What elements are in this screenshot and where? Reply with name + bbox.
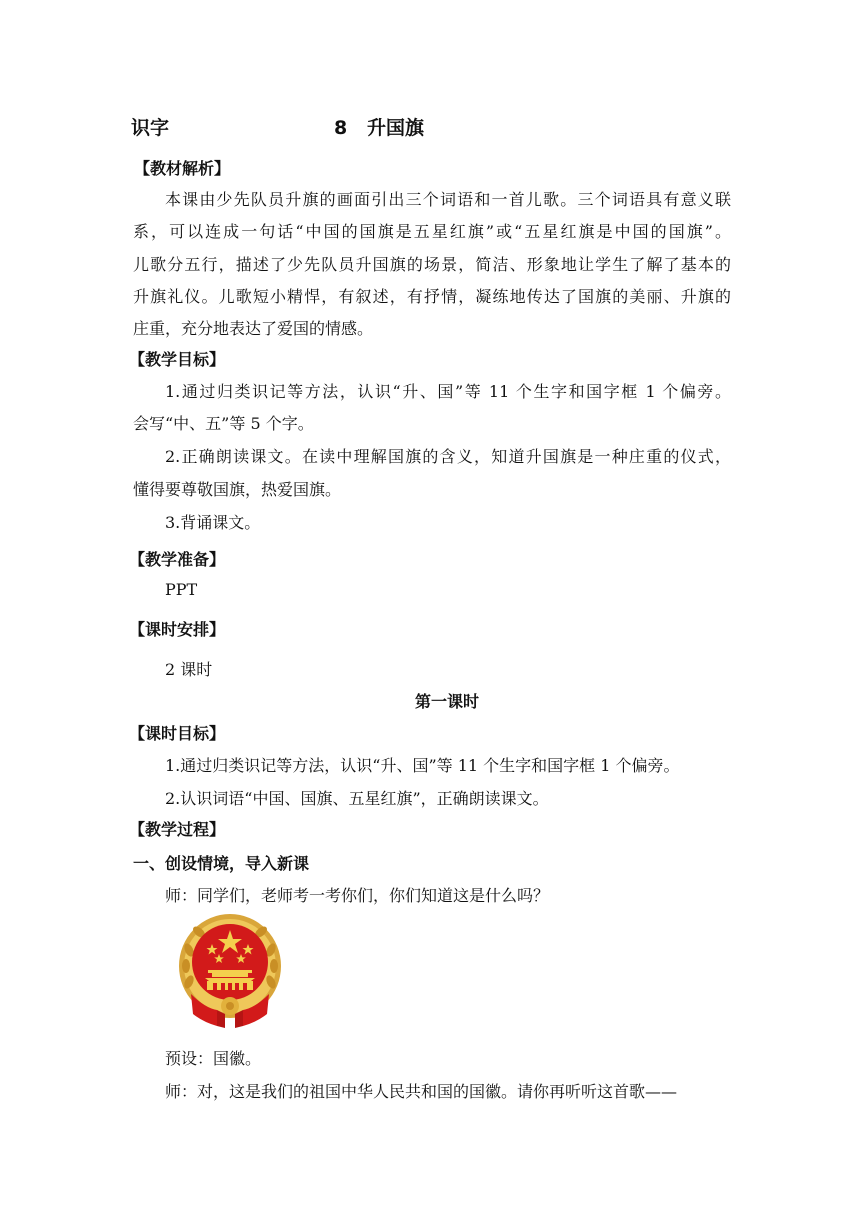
paragraph-line: 儿歌分五行，描述了少先队员升国旗的场景，简洁、形象地让学生了解了基本的 — [133, 255, 731, 274]
heading-teaching-process: 【教学过程】 — [129, 820, 226, 839]
lesson-number: 8 — [334, 117, 348, 139]
schedule-text: 2 课时 — [165, 660, 213, 679]
goal-line: 2.正确朗读课文。在读中理解国旗的含义，知道升国旗是一种庄重的仪式， — [165, 447, 731, 466]
national-emblem-image — [177, 910, 283, 1030]
lesson-title: 升国旗 — [367, 117, 425, 139]
goal-line: 会写“中、五”等 5 个字。 — [133, 414, 314, 433]
goal-line: 3.背诵课文。 — [165, 513, 261, 532]
goal-line: 懂得要尊敬国旗，热爱国旗。 — [133, 480, 342, 499]
paragraph-line: 系，可以连成一句话“中国的国旗是五星红旗”或“五星红旗是中国的国旗”。 — [133, 222, 731, 241]
step1-heading: 一、创设情境，导入新课 — [133, 854, 310, 873]
lesson1-title: 第一课时 — [414, 692, 479, 711]
lesson-goal-line: 2.认识词语“中国、国旗、五星红旗”，正确朗读课文。 — [165, 789, 549, 808]
heading-textbook-analysis: 【教材解析】 — [134, 159, 231, 178]
paragraph-line: 本课由少先队员升旗的画面引出三个词语和一首儿歌。三个词语具有意义联 — [165, 190, 731, 209]
dialogue-line: 师：同学们，老师考一考你们，你们知道这是什么吗？ — [165, 886, 550, 905]
heading-schedule: 【课时安排】 — [129, 620, 226, 639]
heading-teaching-prep: 【教学准备】 — [129, 550, 226, 569]
dialogue-line: 师：对，这是我们的祖国中华人民共和国的国徽。请你再听听这首歌—— — [165, 1082, 678, 1101]
paragraph-line: 升旗礼仪。儿歌短小精悍，有叙述，有抒情，凝练地传达了国旗的美丽、升旗的 — [133, 287, 731, 306]
prep-text: PPT — [165, 580, 198, 599]
lesson-goal-line: 1.通过归类识记等方法，认识“升、国”等 11 个生字和国字框 1 个偏旁。 — [165, 756, 680, 775]
paragraph-line: 庄重，充分地表达了爱国的情感。 — [133, 319, 374, 338]
dialogue-line: 预设：国徽。 — [165, 1049, 262, 1068]
heading-teaching-goals: 【教学目标】 — [129, 350, 226, 369]
header-category: 识字 — [131, 117, 170, 139]
heading-lesson-goals: 【课时目标】 — [129, 724, 226, 743]
goal-line: 1.通过归类识记等方法，认识“升、国”等 11 个生字和国字框 1 个偏旁。 — [165, 382, 731, 401]
